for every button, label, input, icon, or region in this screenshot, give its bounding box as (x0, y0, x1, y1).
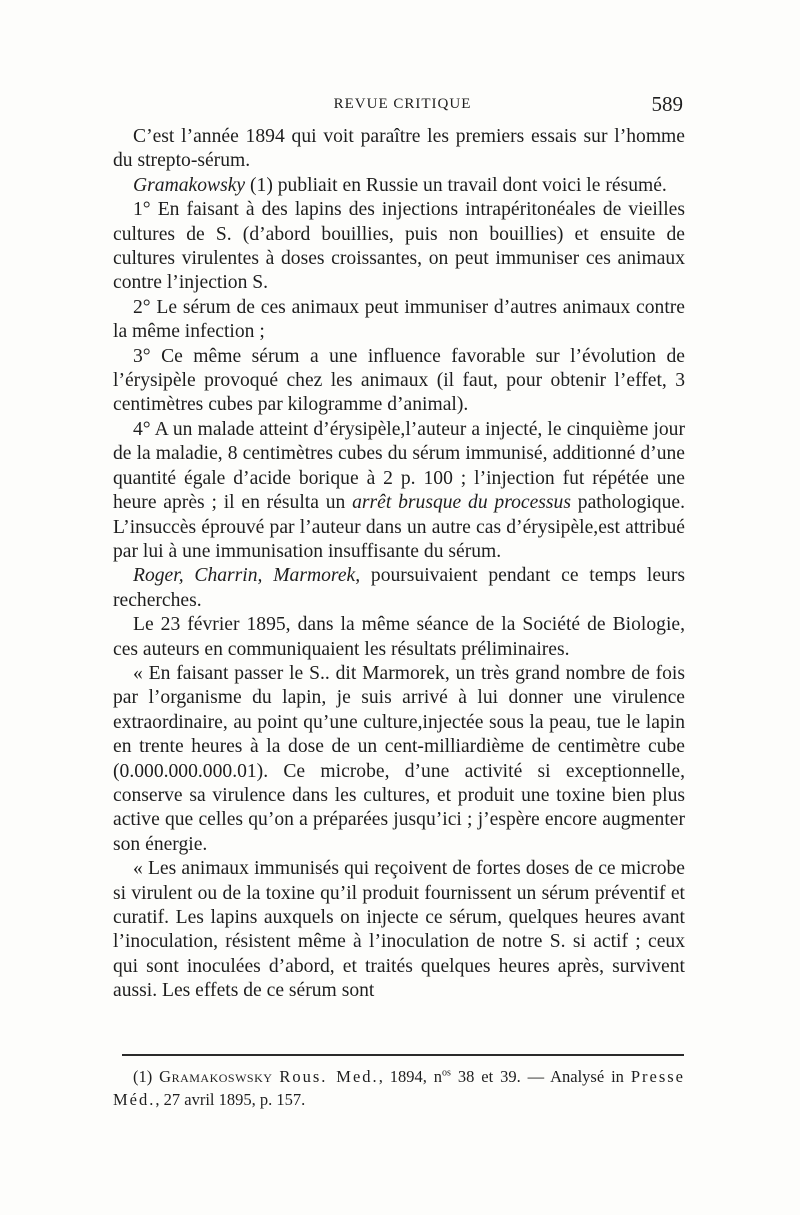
paragraph: « Les animaux immunisés qui reçoivent de fortes doses de ce microbe si virulent ou de la toxine qu’il produit fournissent un sérum préventif et curatif. Les lapins auxquels on injecte ce sérum, quelques heures avant l’inoculation, résistent même à l’inoculation de notre S. si actif ; ceux qui sont inoculées d’abord, et traités quelques heures après, survivent aussi. Les effets de ce sérum sont (113, 858, 685, 1002)
paragraph: Gramakowsky (1) publiait en Russie un travail dont voici le résumé. (133, 174, 667, 196)
running-title: REVUE CRITIQUE (333, 96, 472, 112)
paragraph: 1° En faisant à des lapins des injections intrapéritonéales de vieilles cultures de S. (d’abord bouillies, puis non bouillies) et ensuite de cultures virulentes à doses croissantes, on peut immuniser ces animaux contre l’injection S. (113, 199, 685, 294)
running-header (120, 92, 685, 122)
paragraph: 2° Le sérum de ces animaux peut immuniser d’autres animaux contre la même infection ; (113, 296, 685, 343)
footnote-author: Gramakoswsky (159, 1067, 273, 1086)
footnote: (1) Gramakoswsky Rous. Med., 1894, $n^{os}$ 38 et 39. — Analysé in Presse Méd., 27 avril 1895, p. 157. (113, 1067, 686, 1109)
author-names: Roger, Charrin, Marmorek, (133, 565, 361, 587)
author-name: Gramakowsky (133, 174, 246, 196)
footnote-journal: Presse Méd. (113, 1067, 686, 1109)
paragraph: Roger, Charrin, Marmorek, poursuivaient pendant ce temps leurs recherches. (113, 565, 685, 611)
emphasis: arrêt brusque du processus (352, 492, 571, 514)
paragraph: C’est l’année 1894 qui voit paraître les premiers essais sur l’homme du strepto-sérum. (113, 126, 685, 172)
paragraph: 4° A un malade atteint d’érysipèle,l’auteur a injecté, le cinquième jour de la maladie, 8 centimètres cubes du sérum immunisé, additionné d’une quantité égale d’acide borique à 2 p. 100 ; l’injection fut répétée une heure après ; il en résulta un arrêt brusque du processus pathologique. L’insuccès éprouvé par l’auteur dans un autre cas d’érysipèle,est attribué par lui à une immunisation insuffisante du sérum. (113, 418, 685, 562)
paragraph: 3° Ce même sérum a une influence favorable sur l’évolution de l’érysipèle provoqué chez les animaux (il faut, pour obtenir l’effet, 3 centimètres cubes par kilogramme d’animal). (113, 345, 685, 416)
footnote-journal: Rous. Med. (279, 1067, 379, 1086)
body-text (113, 125, 685, 1004)
paragraph: « En faisant passer le S.. dit Marmorek, un très grand nombre de fois par l’organisme du lapin, je suis arrivé à lui donner une virulence extraordinaire, au point qu’une culture,injectée sous la peau, tue le lapin en trente heures à la dose de un cent-milliardième de centimètre cube (0.000.000.000.01). Ce microbe, d’une activité si exceptionnelle, conserve sa virulence dans les cultures, et produit une toxine bien plus active que celles qu’on a préparées jusqu’ici ; j’espère encore augmenter son énergie. (113, 662, 685, 855)
footnote-rule (122, 1054, 684, 1056)
paragraph: Le 23 février 1895, dans la même séance de la Société de Biologie, ces auteurs en communiquaient les résultats préliminaires. (113, 614, 685, 660)
page-number: 589 (651, 92, 683, 116)
